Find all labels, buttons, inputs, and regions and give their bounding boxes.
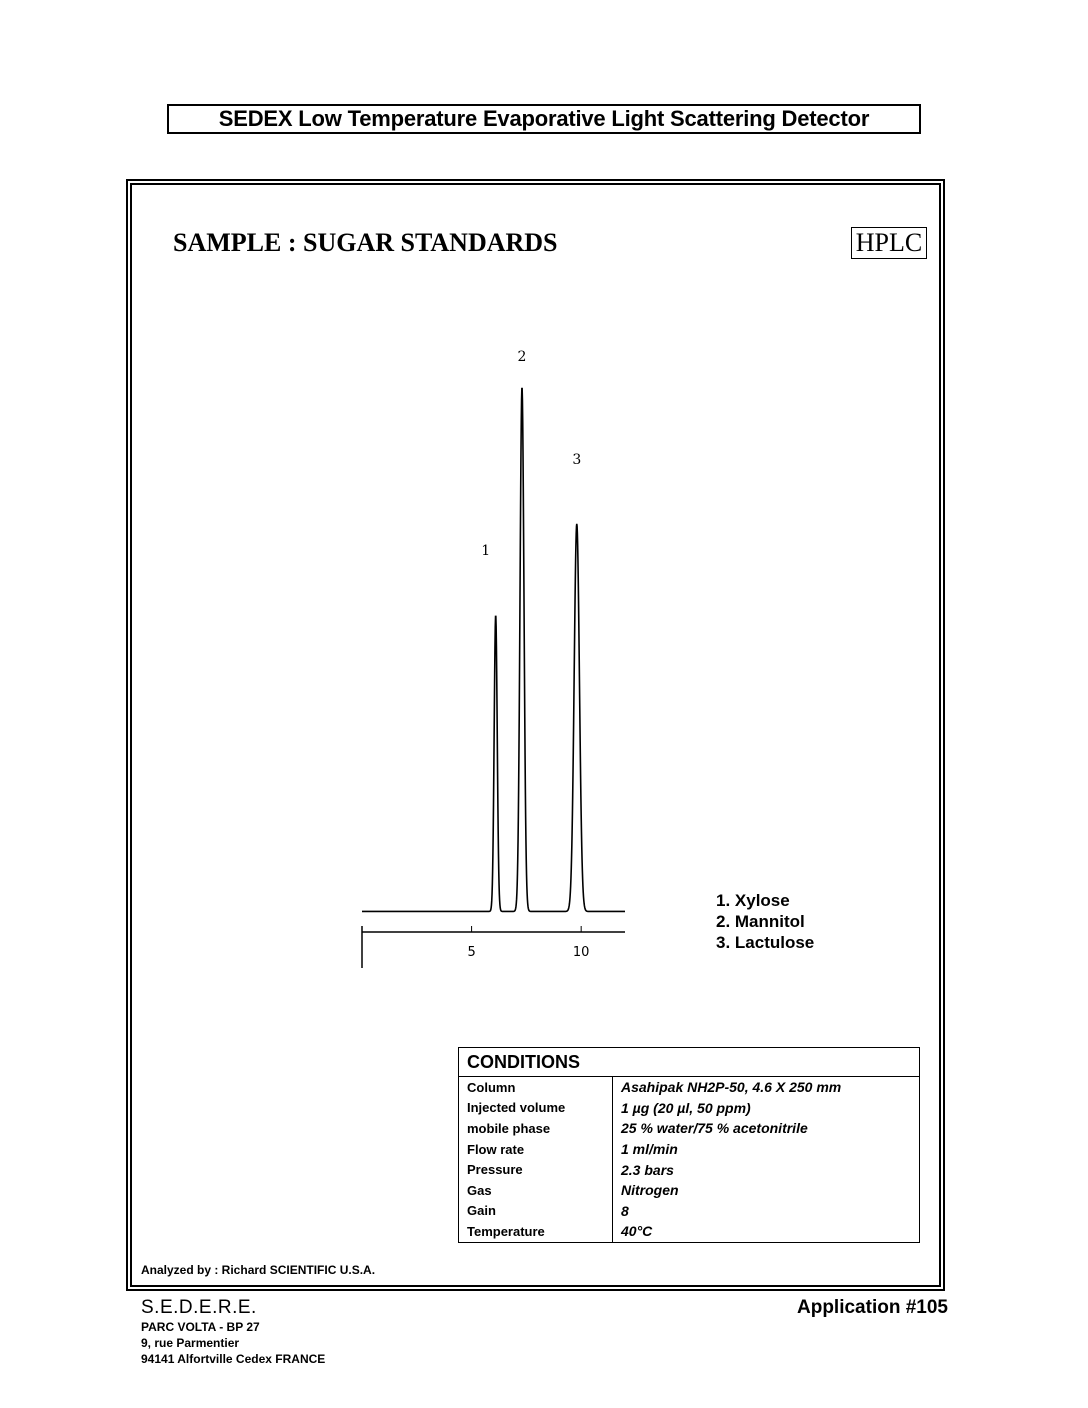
- peak-legend: [716, 890, 814, 953]
- condition-value: 40°C: [621, 1223, 653, 1240]
- condition-key: Gas: [459, 1180, 613, 1201]
- company-address-line: 94141 Alfortville Cedex FRANCE: [141, 1352, 326, 1366]
- condition-value: 1 µg (20 µl, 50 ppm): [621, 1099, 751, 1116]
- legend-item-3: 3. Lactulose: [716, 933, 815, 952]
- document-header-title: SEDEX Low Temperature Evaporative Light Scattering Detector: [167, 104, 921, 134]
- condition-key: Pressure: [459, 1159, 613, 1180]
- condition-row: [459, 1118, 919, 1139]
- analyzed-by: Analyzed by : Richard SCIENTIFIC U.S.A.: [141, 1263, 376, 1277]
- condition-row: [459, 1077, 919, 1098]
- condition-key: mobile phase: [459, 1118, 613, 1139]
- conditions-table: [458, 1047, 920, 1243]
- legend-item-1: 1. Xylose: [716, 891, 790, 910]
- peak-label: 1: [481, 543, 491, 560]
- company-block: [141, 1297, 325, 1367]
- conditions-title: CONDITIONS: [459, 1048, 919, 1077]
- condition-row: [459, 1221, 919, 1242]
- condition-key: Column: [459, 1077, 613, 1098]
- chromatogram-chart: [340, 300, 640, 980]
- condition-value: 1 ml/min: [621, 1141, 678, 1158]
- condition-row: [459, 1159, 919, 1180]
- company-address-line: PARC VOLTA - BP 27: [141, 1320, 260, 1334]
- company-address-line: 9, rue Parmentier: [141, 1336, 240, 1350]
- chromatogram-trace: [362, 388, 625, 911]
- condition-value: 8: [621, 1202, 629, 1219]
- condition-row: [459, 1180, 919, 1201]
- condition-key: Gain: [459, 1201, 613, 1222]
- condition-key: Flow rate: [459, 1139, 613, 1160]
- condition-value: Asahipak NH2P-50, 4.6 X 250 mm: [621, 1079, 842, 1096]
- condition-value: Nitrogen: [621, 1182, 679, 1199]
- peak-label: 3: [572, 451, 582, 468]
- x-tick-label: 5: [467, 945, 476, 960]
- condition-row: [459, 1098, 919, 1119]
- condition-value: 25 % water/75 % acetonitrile: [621, 1120, 808, 1137]
- sample-title: SAMPLE : SUGAR STANDARDS: [173, 228, 558, 257]
- condition-value: 2.3 bars: [621, 1161, 674, 1178]
- company-name: S.E.D.E.R.E.: [141, 1297, 257, 1318]
- hplc-badge: HPLC: [851, 227, 927, 259]
- x-tick-label: 10: [572, 945, 590, 960]
- condition-row: [459, 1201, 919, 1222]
- condition-row: [459, 1139, 919, 1160]
- peak-label: 2: [517, 349, 527, 366]
- condition-key: Injected volume: [459, 1098, 613, 1119]
- application-number: Application #105: [797, 1297, 948, 1318]
- legend-item-2: 2. Mannitol: [716, 912, 805, 931]
- condition-key: Temperature: [459, 1221, 613, 1242]
